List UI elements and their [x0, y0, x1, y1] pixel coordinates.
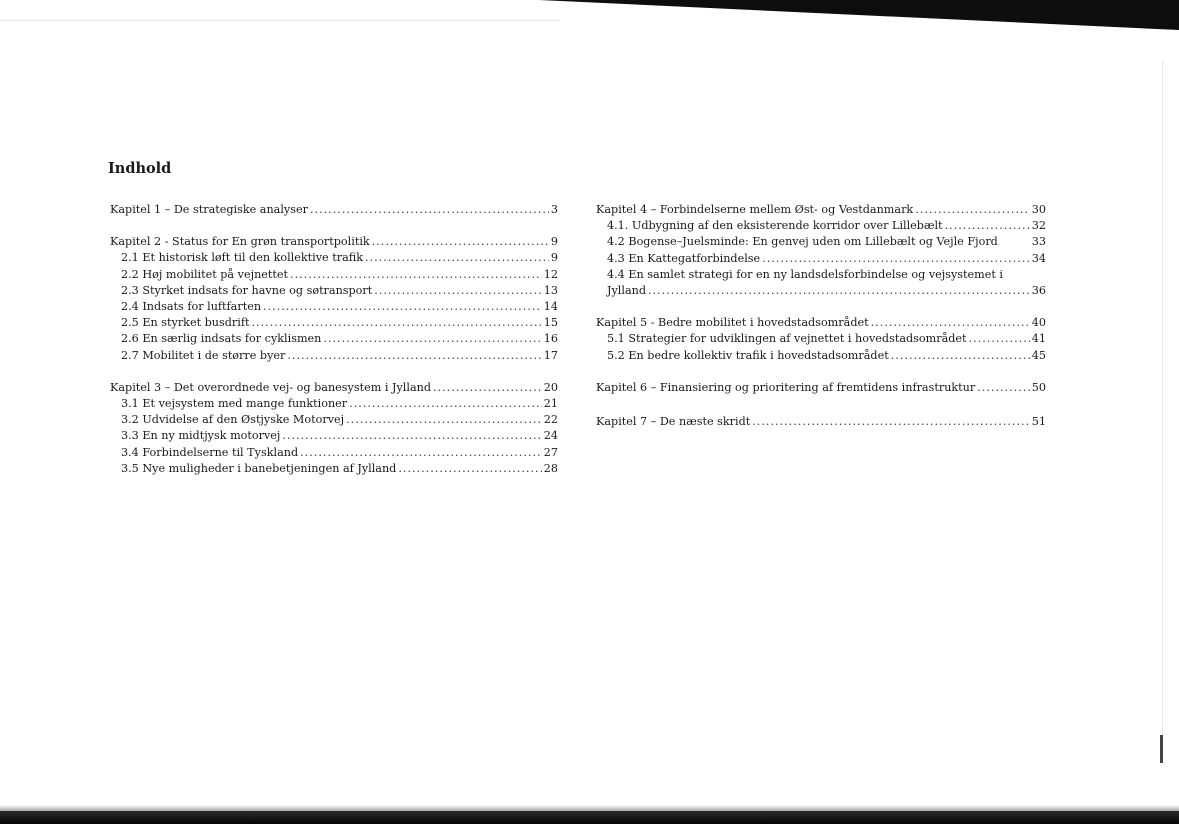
- scan-shadow-bottom: [0, 811, 1179, 824]
- toc-group-chapter-4: [596, 202, 1046, 299]
- toc-entry-page: 28: [543, 461, 558, 475]
- dot-leader: [349, 396, 542, 412]
- toc-entry[interactable]: [110, 202, 558, 218]
- toc-entry[interactable]: [596, 267, 1046, 283]
- toc-entry-label: 2.6 En særlig indsats for cyklismen: [121, 332, 322, 346]
- toc-entry-page: 30: [1031, 203, 1046, 216]
- toc-entry-page: 16: [543, 332, 558, 346]
- toc-entry-page: 12: [543, 267, 558, 281]
- toc-entry-page: 21: [543, 397, 558, 411]
- toc-entry[interactable]: [110, 331, 558, 347]
- dot-leader: [300, 445, 542, 461]
- dot-leader: [287, 348, 541, 364]
- toc-entry-page: 36: [1031, 284, 1046, 298]
- toc-entry[interactable]: [110, 412, 558, 428]
- toc-entry[interactable]: [596, 234, 1046, 250]
- toc-entry-label: 5.1 Strategier for udviklingen af vejnettet i hovedstadsområdet: [607, 332, 967, 346]
- toc-left-column: [110, 202, 558, 493]
- toc-entry[interactable]: [596, 331, 1046, 347]
- toc-entry[interactable]: [596, 202, 1046, 218]
- toc-right-column: [596, 202, 1046, 446]
- dot-leader: [310, 202, 549, 218]
- toc-entry-page: 24: [543, 429, 558, 443]
- toc-entry-page: 33: [1031, 235, 1046, 249]
- toc-entry-label: 4.3 En Kattegatforbindelse: [607, 251, 761, 265]
- toc-entry-label: 2.5 En styrket busdrift: [121, 316, 250, 330]
- dot-leader: [398, 461, 541, 477]
- dot-leader: [891, 348, 1030, 364]
- toc-entry-label: 3.5 Nye muligheder i banebetjeningen af Jylland: [121, 461, 397, 475]
- toc-entry[interactable]: [110, 283, 558, 299]
- toc-entry[interactable]: [110, 445, 558, 461]
- toc-entry[interactable]: [596, 380, 1046, 396]
- toc-entry-page: 22: [543, 413, 558, 427]
- dot-leader: [323, 331, 541, 347]
- toc-entry[interactable]: [110, 461, 558, 477]
- scan-edge-line: [0, 20, 560, 21]
- toc-entry-label: 5.2 En bedre kollektiv trafik i hovedstadsområdet: [607, 348, 889, 362]
- toc-entry-label: Jylland: [607, 284, 646, 298]
- dot-leader: [290, 267, 542, 283]
- toc-entry-label: Kapitel 4 – Forbindelserne mellem Øst- og Vestdanmark: [596, 203, 914, 216]
- toc-entry-page: 27: [543, 445, 558, 459]
- toc-entry-label: 4.4 En samlet strategi for en ny landsdelsforbindelse og vejsystemet i: [607, 267, 1004, 281]
- dot-leader: [282, 428, 541, 444]
- toc-entry[interactable]: [596, 283, 1046, 299]
- toc-entry-page: 3: [550, 203, 558, 216]
- toc-entry-page: 32: [1031, 219, 1046, 233]
- toc-group-chapter-5: [596, 315, 1046, 364]
- dot-leader: [915, 202, 1030, 218]
- toc-entry-label: Kapitel 6 – Finansiering og prioritering af fremtidens infrastruktur: [596, 380, 976, 394]
- toc-entry-label: 3.1 Et vejsystem med mange funktioner: [121, 397, 348, 411]
- toc-entry-label: 3.3 En ny midtjysk motorvej: [121, 429, 281, 443]
- toc-entry-page: 45: [1031, 348, 1046, 362]
- toc-entry-label: 4.2 Bogense–Juelsminde: En genvej uden om Lillebælt og Vejle Fjord: [607, 235, 998, 249]
- toc-group-chapter-2: [110, 234, 558, 364]
- toc-entry-page: 51: [1031, 415, 1046, 429]
- dot-leader: [374, 283, 541, 299]
- dot-leader: [365, 250, 549, 266]
- toc-group-chapter-6: [596, 380, 1046, 396]
- toc-entry[interactable]: [110, 234, 558, 250]
- toc-entry-page: 40: [1031, 316, 1046, 330]
- dot-leader: [648, 283, 1030, 299]
- page-edge-mark: [1160, 735, 1163, 763]
- toc-entry-label: 2.2 Høj mobilitet på vejnettet: [121, 267, 289, 281]
- toc-entry-page: 50: [1031, 380, 1046, 394]
- toc-entry[interactable]: [596, 251, 1046, 267]
- toc-entry[interactable]: [596, 414, 1046, 430]
- dot-leader: [969, 331, 1030, 347]
- dot-leader: [346, 412, 542, 428]
- toc-entry-label: 4.1. Udbygning af den eksisterende korridor over Lillebælt: [607, 219, 943, 233]
- toc-entry-label: Kapitel 7 – De næste skridt: [596, 415, 751, 429]
- dot-leader: [372, 234, 549, 250]
- toc-entry-page: 13: [543, 283, 558, 297]
- dot-leader: [752, 414, 1030, 430]
- dot-leader: [251, 315, 541, 331]
- toc-entry[interactable]: [596, 315, 1046, 331]
- toc-entry-label: Kapitel 2 - Status for En grøn transportpolitik: [110, 235, 370, 249]
- dot-leader: [977, 380, 1030, 396]
- toc-entry-page: 41: [1031, 332, 1046, 346]
- dot-leader: [433, 380, 542, 396]
- toc-entry-page: 9: [550, 251, 558, 265]
- toc-entry-page: 14: [543, 300, 558, 314]
- page-edge-line: [1162, 60, 1163, 760]
- toc-entry[interactable]: [110, 315, 558, 331]
- toc-entry-label: 2.1 Et historisk løft til den kollektive trafik: [121, 251, 363, 265]
- toc-entry[interactable]: [110, 348, 558, 364]
- toc-entry[interactable]: [110, 380, 558, 396]
- toc-entry-page: 9: [550, 235, 558, 249]
- page-title: Indhold: [108, 160, 172, 177]
- toc-group-chapter-7: [596, 414, 1046, 430]
- toc-entry[interactable]: [110, 428, 558, 444]
- scan-shadow-corner: [539, 0, 1179, 30]
- toc-entry[interactable]: [110, 250, 558, 266]
- toc-entry-label: Kapitel 5 - Bedre mobilitet i hovedstadsområdet: [596, 316, 869, 330]
- toc-entry-page: 34: [1031, 251, 1046, 265]
- dot-leader: [945, 218, 1030, 234]
- toc-entry-label: 3.2 Udvidelse af den Østjyske Motorvej: [121, 413, 345, 427]
- toc-group-chapter-1: [110, 202, 558, 218]
- toc-entry-label: Kapitel 1 – De strategiske analyser: [110, 203, 308, 216]
- toc-entry[interactable]: [110, 396, 558, 412]
- toc-entry-page: 20: [543, 380, 558, 394]
- dot-leader: [871, 315, 1030, 331]
- toc-entry[interactable]: [110, 267, 558, 283]
- toc-entry-label: 2.4 Indsats for luftfarten: [121, 300, 262, 314]
- toc-entry-page: 15: [543, 316, 558, 330]
- toc-entry-label: 2.7 Mobilitet i de større byer: [121, 348, 286, 362]
- dot-leader: [263, 299, 542, 315]
- toc-entry[interactable]: [596, 348, 1046, 364]
- toc-entry-label: Kapitel 3 – Det overordnede vej- og banesystem i Jylland: [110, 380, 431, 394]
- toc-entry[interactable]: [110, 299, 558, 315]
- toc-entry[interactable]: [596, 218, 1046, 234]
- toc-entry-label: 2.3 Styrket indsats for havne og søtransport: [121, 283, 373, 297]
- toc-entry-label: 3.4 Forbindelserne til Tyskland: [121, 445, 299, 459]
- dot-leader: [762, 251, 1030, 267]
- toc-entry-page: 17: [543, 348, 558, 362]
- toc-group-chapter-3: [110, 380, 558, 477]
